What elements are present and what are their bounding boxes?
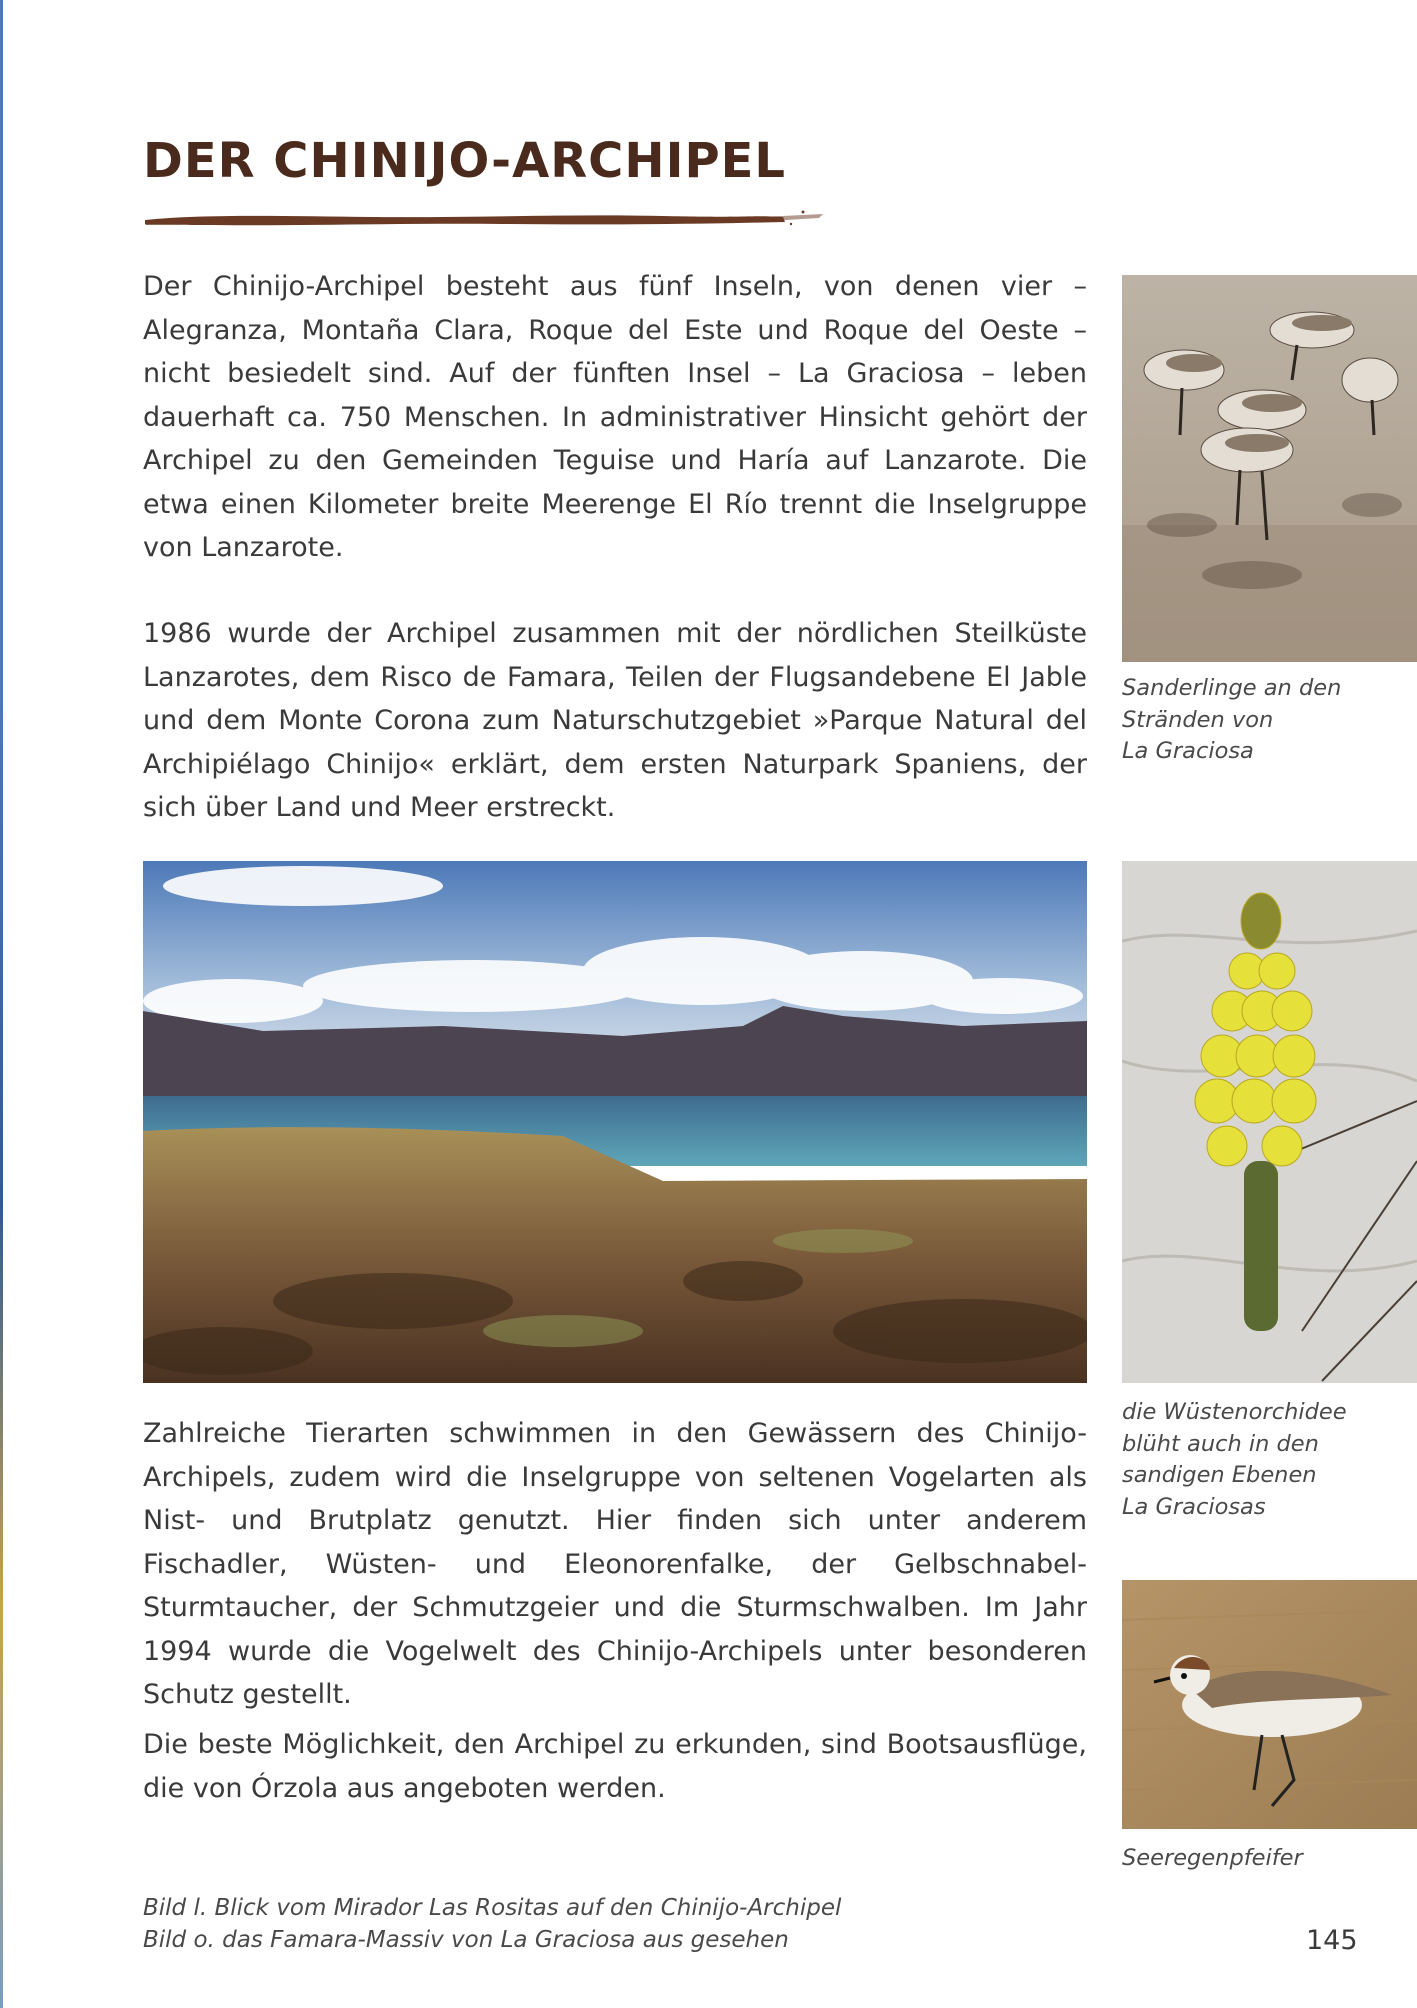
page-title: DER CHINIJO-ARCHIPEL (143, 133, 786, 189)
caption-line: Sanderlinge an den (1122, 675, 1342, 701)
caption-line: Seeregenpfeifer (1122, 1845, 1303, 1871)
plover-photo (1122, 1580, 1417, 1829)
paragraph-intro: Der Chinijo-Archipel besteht aus fünf Inseln, von denen vier – Alegranza, Montaña Clara, Roque del Este und Roque del Oeste – nicht besiedelt sind. Auf der fünften Insel – La Graciosa – leben dauerhaft ca. 750 Menschen. In administrativer Hinsicht gehört der Archipel zu den Gemeinden Teguise und Haría auf Lanzarote. Die etwa einen Kilometer breite Meerenge El Río trennt die Inselgruppe von Lanzarote. (143, 271, 1087, 563)
paragraph-boat-trips: Die beste Möglichkeit, den Archipel zu erkunden, sind Bootsausflüge, die von Órzola aus angeboten werden. (143, 1729, 1087, 1804)
caption-line: blüht auch in den (1122, 1430, 1319, 1457)
caption-line: Stränden von (1122, 706, 1274, 733)
caption-line: die Wüstenorchidee (1122, 1399, 1347, 1425)
landscape-photo (143, 861, 1087, 1383)
caption-plover (1122, 1843, 1402, 1875)
title-brush-underline (143, 208, 823, 230)
caption-sanderlings (1122, 673, 1402, 768)
page-number: 145 (1306, 1925, 1358, 1956)
orchid-photo (1122, 861, 1417, 1383)
caption-orchid (1122, 1397, 1402, 1523)
paragraph-fauna: Zahlreiche Tierarten schwimmen in den Gewässern des Chinijo-Archipels, zudem wird die Inselgruppe von seltenen Vogelarten als Nist- und Brutplatz genutzt. Hier finden sich unter anderem Fischadler, Wüsten- und Eleonorenfalke, der Gelbschnabel-Sturmtaucher, der Schmutzgeier und die Sturmschwalben. Im Jahr 1994 wurde die Vogelwelt des Chinijo-Archipels unter besonderen Schutz gestellt. (143, 1418, 1087, 1710)
caption-line: sandigen Ebenen (1122, 1462, 1317, 1488)
image-credit-line: Bild l. Blick vom Mirador Las Rositas auf den Chinijo-Archipel (143, 1895, 842, 1921)
image-credits (143, 1893, 841, 1956)
page-edge-strip (0, 0, 3, 2008)
sanderlings-photo (1122, 275, 1417, 662)
paragraph-naturpark: 1986 wurde der Archipel zusammen mit der nördlichen Steilküste Lanzarotes, dem Risco de Famara, Teilen der Flugsandebene El Jable und dem Monte Corona zum Naturschutzgebiet »Parque Natural del Archipiélago Chinijo« erklärt, dem ersten Naturpark Spaniens, der sich über Land und Meer erstreckt. (143, 618, 1087, 823)
caption-line: La Graciosa (1122, 738, 1254, 764)
image-credit-line: Bild o. das Famara-Massiv von La Graciosa aus gesehen (143, 1926, 789, 1953)
caption-line: La Graciosas (1122, 1493, 1266, 1520)
